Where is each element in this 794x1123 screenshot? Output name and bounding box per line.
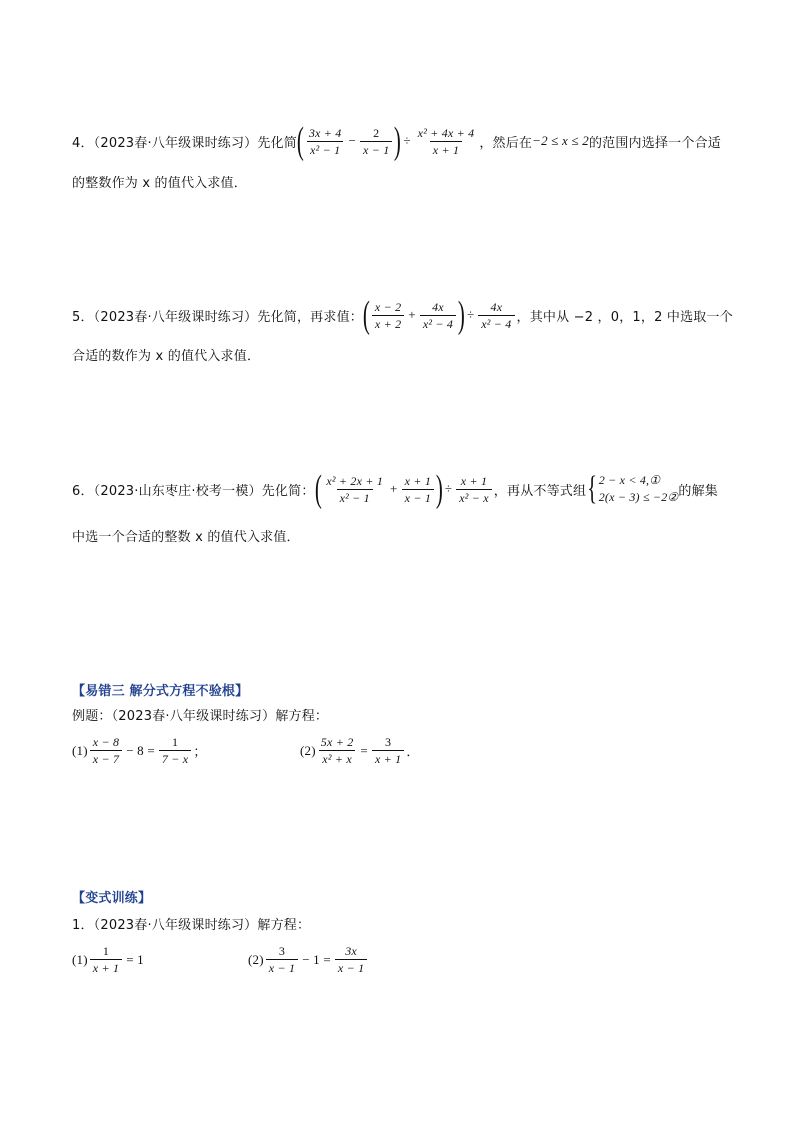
right-paren: )	[394, 120, 402, 162]
equation-rhs: = 1	[126, 951, 144, 967]
q4-text: 的范围内选择一个合适	[588, 135, 721, 151]
fraction: $\frac{3}{x + 1}$	[372, 735, 404, 766]
question-6-line1	[72, 470, 718, 508]
punctuation: ；	[193, 745, 207, 760]
equation-operator: − 1 =	[302, 951, 331, 967]
fraction: $\frac{1}{7 - x}$	[159, 735, 191, 766]
right-paren: )	[435, 468, 443, 510]
equation-operator: − 8 =	[126, 742, 155, 758]
practice-heading: 【变式训练】	[72, 891, 152, 906]
practice-problem-1	[72, 944, 146, 975]
practice-problem-2	[248, 944, 369, 975]
right-paren: )	[457, 294, 466, 336]
fraction: $\frac{x + 1}{\text{x² − x}}$	[456, 474, 492, 505]
punctuation: ．	[406, 745, 420, 760]
fraction: $\frac{1}{x + 1}$	[90, 944, 122, 975]
q4-prefix: 4．（2023春·八年级课时练习）先化简	[72, 135, 297, 151]
q5-prefix: 5．（2023春·八年级课时练习）先化简，再求值：	[72, 309, 363, 325]
fraction: $\frac{3}{x - 1}$	[266, 944, 298, 975]
example-line: 例题：（2023春·八年级课时练习）解方程：	[72, 709, 329, 724]
q6-text: ，再从不等式组	[493, 483, 587, 499]
fraction: $\frac{3x}{x - 1}$	[335, 944, 367, 975]
question-5-line2: 合适的数作为 x 的值代入求值．	[72, 349, 261, 364]
problem-label: (1)	[72, 951, 88, 967]
divide-sign: ÷	[403, 133, 411, 148]
fraction: $\frac{\text{x² + 4x + 4}}{x + 1}$	[417, 125, 475, 157]
equals-sign: =	[360, 742, 368, 758]
plus-sign: +	[390, 481, 398, 496]
q6-prefix: 6．（2023·山东枣庄·校考一模）先化简：	[72, 483, 315, 499]
practice-q1: 1．（2023春·八年级课时练习）解方程：	[72, 918, 311, 933]
problem-label: (1)	[72, 742, 88, 758]
example-problem-2	[300, 735, 420, 766]
fraction: $\frac{x + 1}{x - 1}$	[402, 474, 434, 505]
question-5-line1	[72, 296, 733, 334]
fraction: $\frac{4x}{\text{x² − 4}}$	[478, 300, 514, 331]
fraction: $\frac{2}{x - 1}$	[360, 126, 392, 157]
question-4-line1	[72, 122, 721, 160]
divide-sign: ÷	[466, 307, 475, 322]
problem-label: (2)	[248, 951, 264, 967]
inequality-1: 2 − x < 4,①	[598, 473, 661, 487]
fraction: $\frac{x - 2}{x + 2}$	[372, 300, 404, 331]
fraction: $\frac{\text{x² + 2x + 1}}{\text{x² − 1}}$	[326, 473, 384, 505]
left-paren: (	[362, 294, 370, 336]
question-4-line2: 的整数作为 x 的值代入求值．	[72, 176, 247, 191]
plus-sign: +	[408, 307, 416, 322]
question-6-line2: 中选一个合适的整数 x 的值代入求值．	[72, 530, 300, 545]
section-heading: 【易错三 解分式方程不验根】	[72, 684, 249, 699]
left-paren: (	[314, 468, 322, 510]
fraction: $\frac{5x + 2}{\text{x² + x}}$	[320, 735, 354, 766]
q6-text: 的解集	[678, 483, 719, 499]
inequality-system	[599, 472, 679, 506]
fraction: $\frac{x - 8}{x - 7}$	[90, 735, 122, 766]
q4-range: −2 ≤ x ≤ 2	[532, 133, 589, 148]
left-paren: (	[296, 120, 304, 162]
fraction: $\frac{3x + 4}{\text{x² − 1}}$	[308, 125, 342, 157]
q5-text: ，其中从 −2 ，0，1，2 中选取一个	[516, 309, 733, 325]
fraction: $\frac{4x}{\text{x² − 4}}$	[420, 300, 456, 331]
example-problem-1	[72, 735, 207, 766]
problem-label: (2)	[300, 742, 316, 758]
q4-text: ，然后在	[479, 135, 533, 151]
divide-sign: ÷	[444, 481, 453, 496]
inequality-2: 2(x − 3) ≤ −2②	[598, 490, 679, 504]
minus-sign: −	[348, 133, 357, 148]
left-brace: {	[587, 470, 598, 507]
